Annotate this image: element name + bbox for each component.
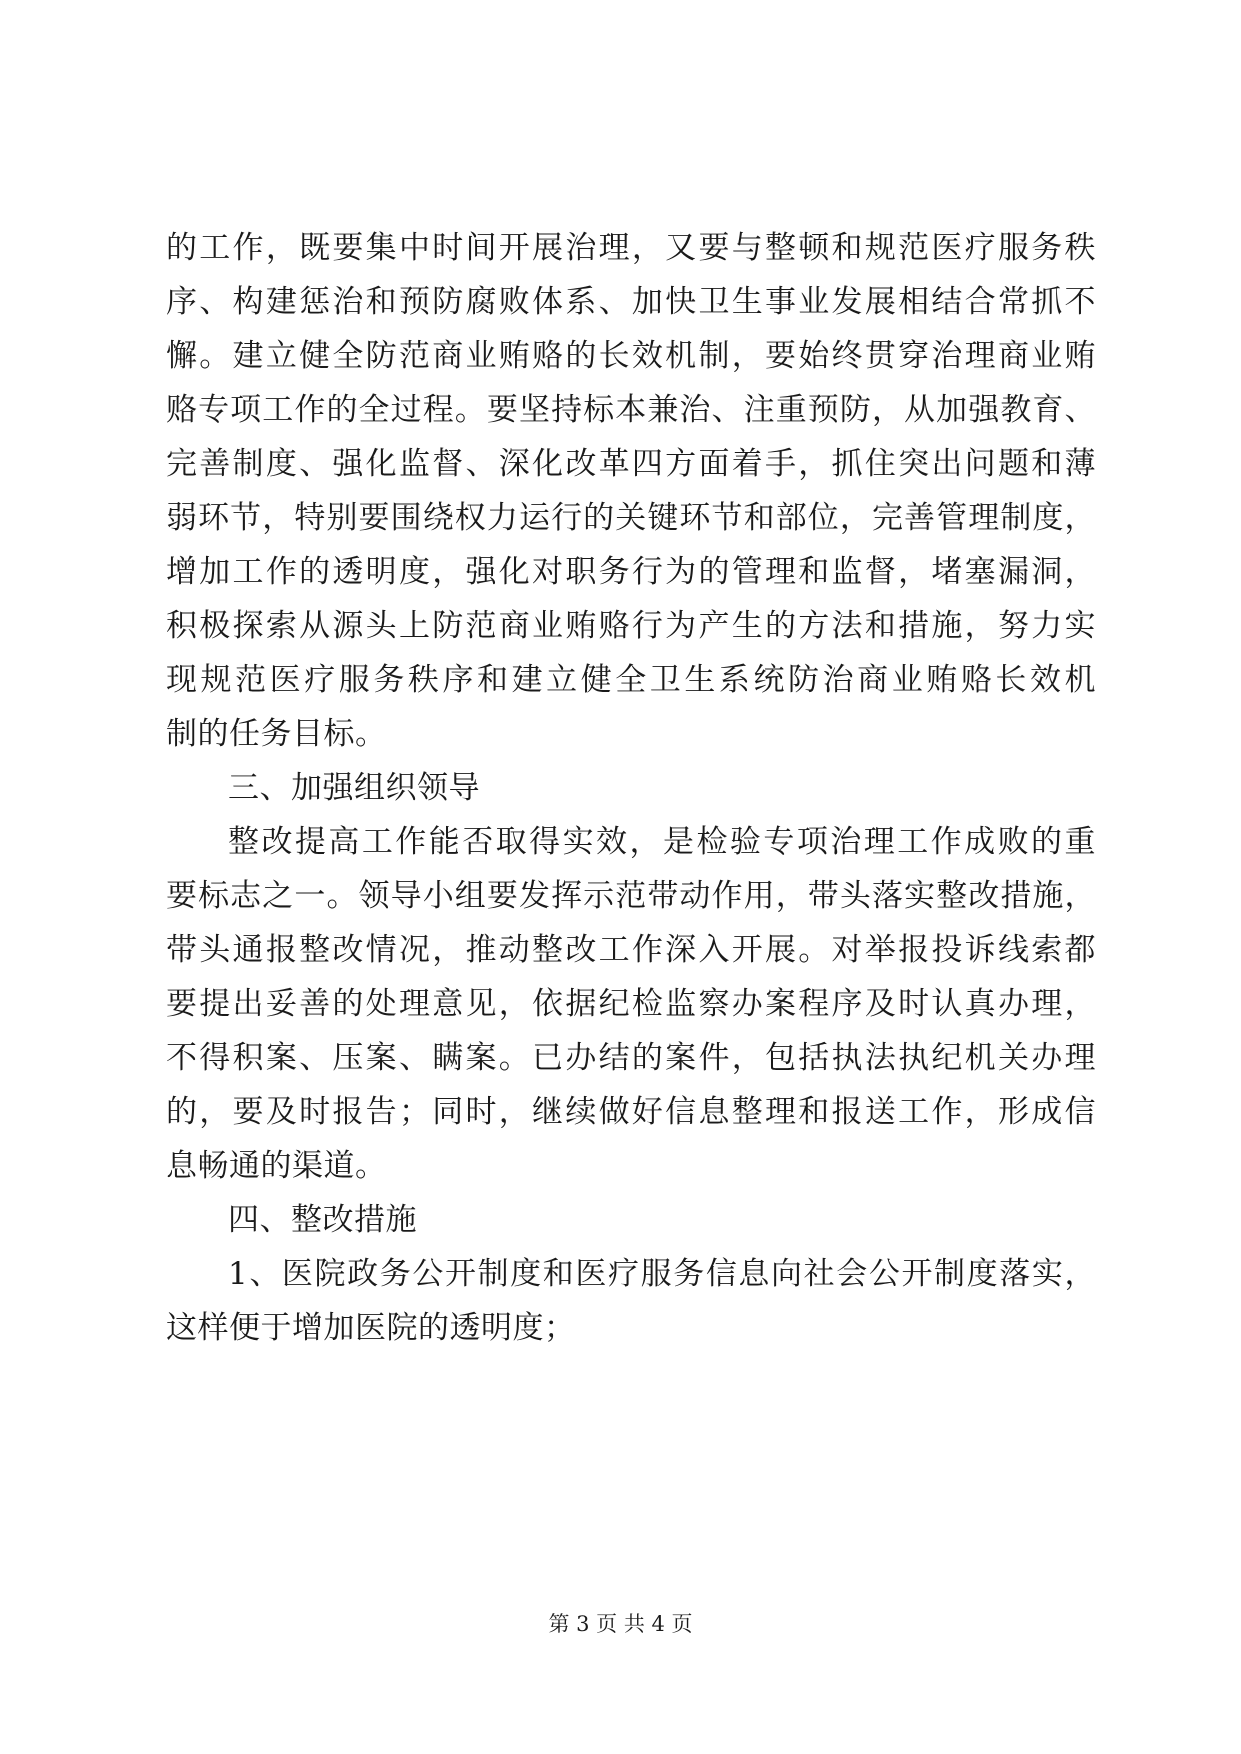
body-line: 的工作，既要集中时间开展治理，又要与整顿和规范医疗服务秩 [166, 230, 1096, 266]
body-line: 增加工作的透明度，强化对职务行为的管理和监督，堵塞漏洞， [166, 554, 1096, 590]
body-line: 这样便于增加医院的透明度； [166, 1310, 576, 1346]
body-line: 制的任务目标。 [166, 716, 387, 752]
body-line: 带头通报整改情况，推动整改工作深入开展。对举报投诉线索都 [166, 932, 1096, 968]
body-line: 要提出妥善的处理意见，依据纪检监察办案程序及时认真办理， [166, 986, 1096, 1022]
body-line: 懈。建立健全防范商业贿赂的长效机制，要始终贯穿治理商业贿 [166, 338, 1096, 374]
body-line: 1、医院政务公开制度和医疗服务信息向社会公开制度落实， [228, 1256, 1096, 1292]
section-heading: 四、整改措施 [228, 1202, 417, 1238]
body-line: 现规范医疗服务秩序和建立健全卫生系统防治商业贿赂长效机 [166, 662, 1096, 698]
body-line: 积极探索从源头上防范商业贿赂行为产生的方法和措施，努力实 [166, 608, 1096, 644]
body-line: 不得积案、压案、瞒案。已办结的案件，包括执法执纪机关办理 [166, 1040, 1096, 1076]
body-line: 要标志之一。领导小组要发挥示范带动作用，带头落实整改措施， [166, 878, 1096, 914]
body-line: 息畅通的渠道。 [166, 1148, 387, 1184]
body-line: 完善制度、强化监督、深化改革四方面着手，抓住突出问题和薄 [166, 446, 1096, 482]
body-line: 整改提高工作能否取得实效，是检验专项治理工作成败的重 [228, 824, 1096, 860]
body-line: 序、构建惩治和预防腐败体系、加快卫生事业发展相结合常抓不 [166, 284, 1096, 320]
body-line: 的，要及时报告；同时，继续做好信息整理和报送工作，形成信 [166, 1094, 1096, 1130]
body-line: 赂专项工作的全过程。要坚持标本兼治、注重预防，从加强教育、 [166, 392, 1096, 428]
body-line: 弱环节，特别要围绕权力运行的关键环节和部位，完善管理制度， [166, 500, 1096, 536]
section-heading: 三、加强组织领导 [228, 770, 480, 806]
page-number-footer: 第 3 页 共 4 页 [548, 1612, 693, 1636]
